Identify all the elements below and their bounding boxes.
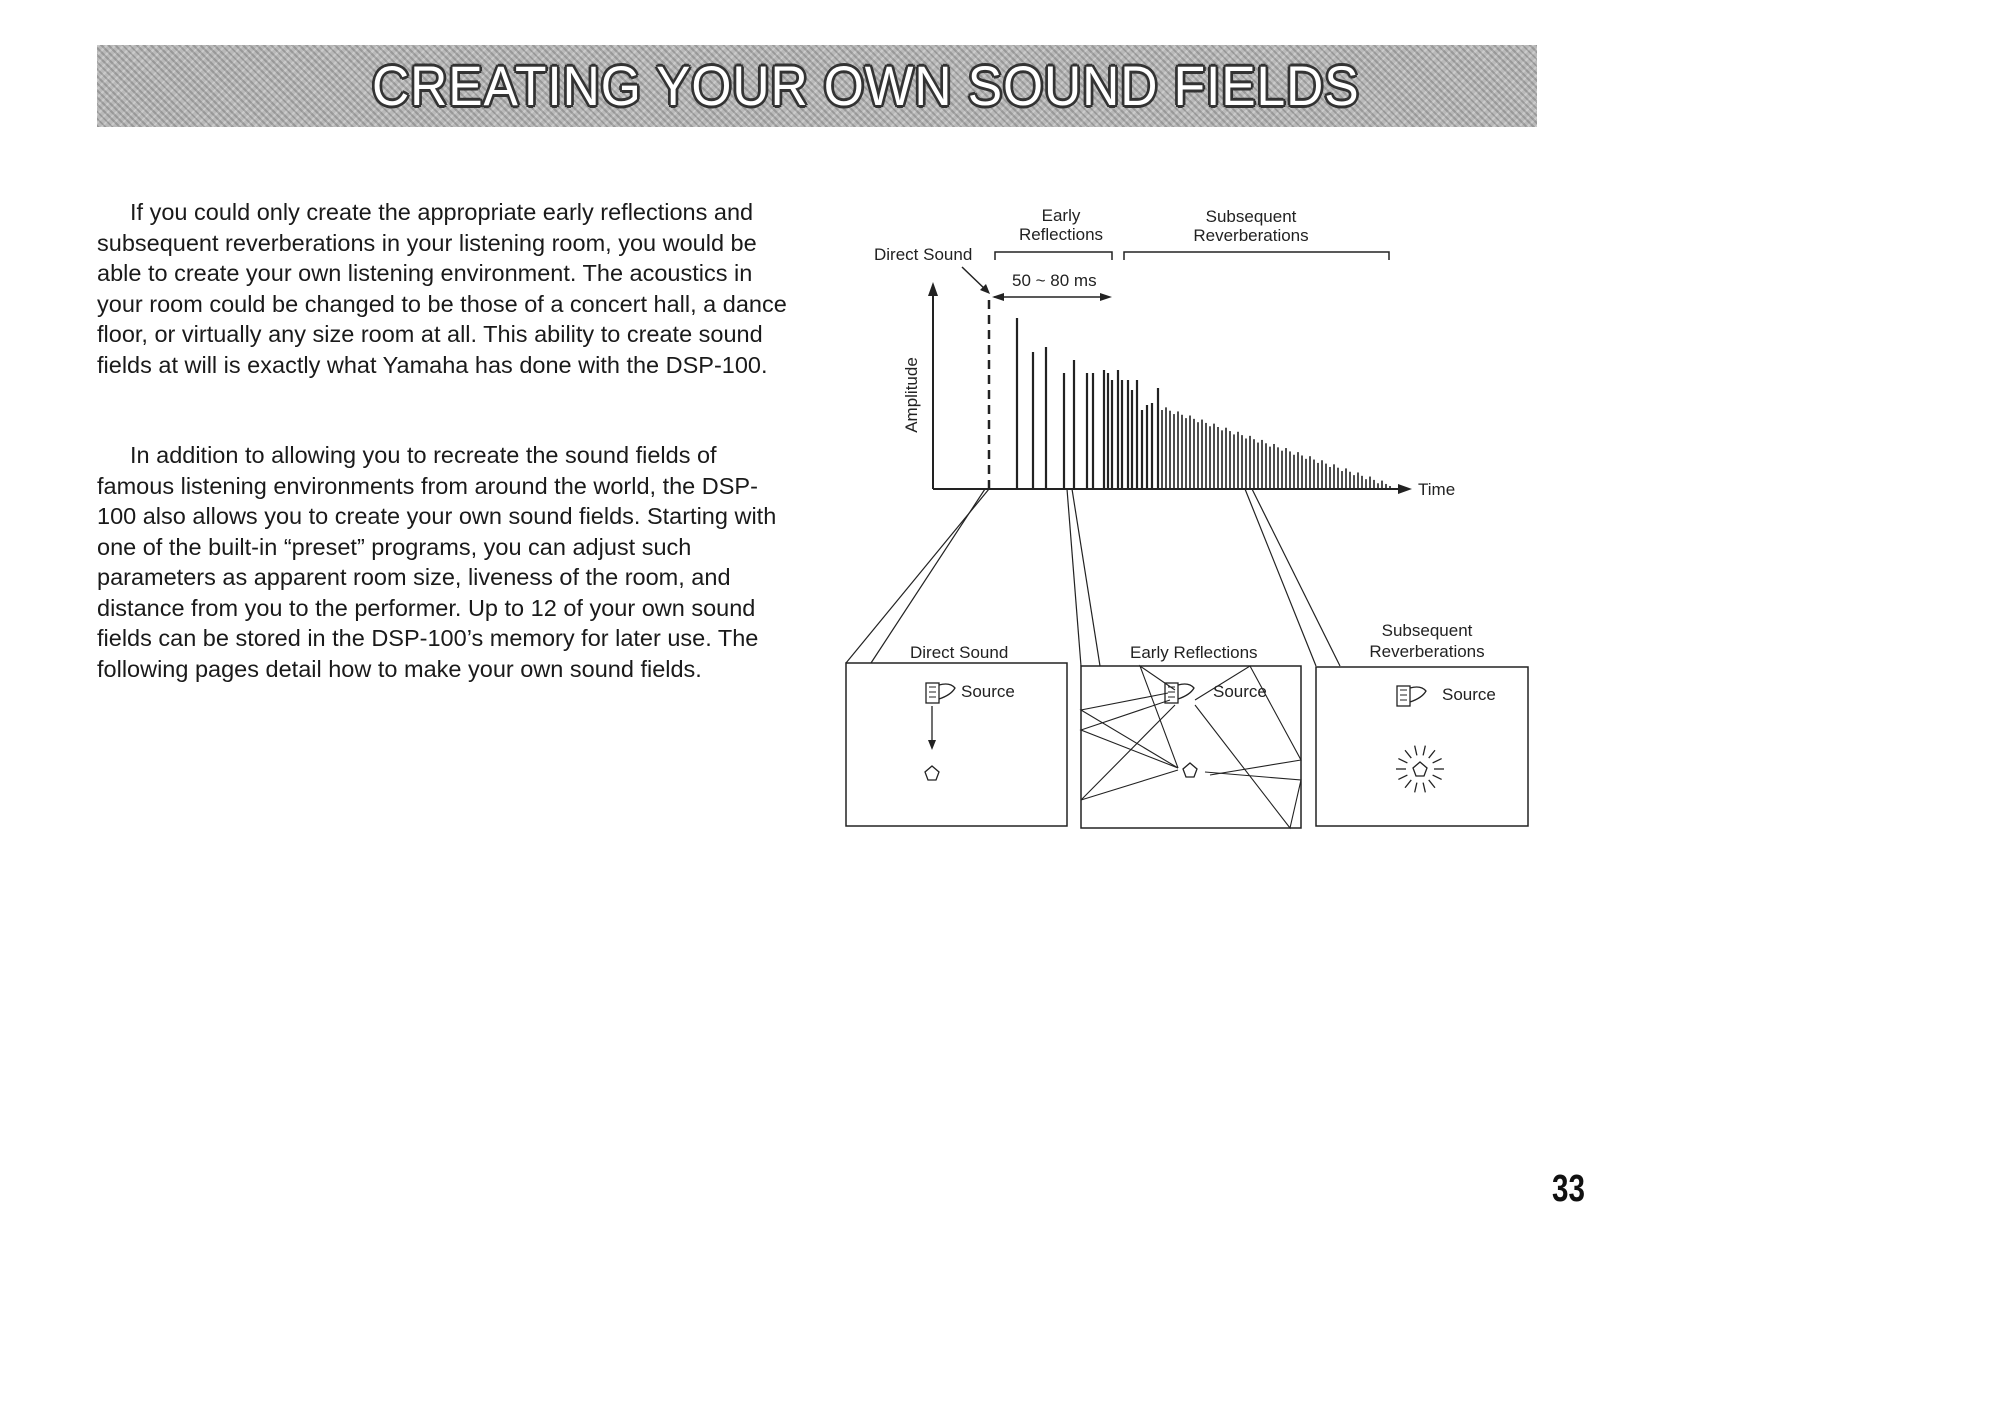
early-reflections-source-label: Source xyxy=(1213,682,1267,701)
direct-path-arrow-head xyxy=(928,740,936,750)
listener-icon xyxy=(1183,763,1197,777)
reverb-ray xyxy=(1423,746,1425,756)
reverberations-panel-title-line2: Reverberations xyxy=(1369,642,1485,661)
direct-sound-source-label: Source xyxy=(961,682,1015,701)
reverb-ray xyxy=(1405,780,1411,788)
page-title: CREATING YOUR OWN SOUND FIELDS xyxy=(372,54,1360,117)
subsequent-label-line2: Reverberations xyxy=(1193,226,1309,245)
feature-paragraph: In addition to allowing you to recreate the sound fields of famous listening environments from around the world, the DSP-100 also allows you to create your own sound fields. Starting with one of the built-in “preset” programs, you can adjust such parameters as apparent room size, liveness of the room, and distance from you to the performer. Up to 12 of your own sound fields can be stored in the DSP-100’s memory for later use. The following pages detail how to make your own sound fields. xyxy=(97,442,777,682)
listener-icon xyxy=(1413,762,1427,776)
zoom-line xyxy=(1245,489,1316,666)
reverb-ray xyxy=(1415,746,1417,756)
diffuse-reverb-rays xyxy=(1396,746,1444,793)
reverb-ray xyxy=(1415,783,1417,793)
piano-icon xyxy=(1397,686,1426,706)
zoom-line xyxy=(1067,489,1081,666)
time-range-arrow-left-head xyxy=(992,293,1004,301)
zoom-line xyxy=(1072,489,1100,666)
reverb-ray xyxy=(1405,750,1411,758)
page-number: 33 xyxy=(1552,1168,1585,1210)
time-range-label: 50 ~ 80 ms xyxy=(1012,271,1097,290)
piano-icon xyxy=(926,683,955,703)
reverberations-panel xyxy=(1316,667,1528,826)
early-reflections-panel xyxy=(1081,666,1301,828)
early-bracket xyxy=(995,252,1112,260)
reverberations-panel-title-line1: Subsequent xyxy=(1381,621,1473,640)
reverb-ray xyxy=(1398,759,1407,763)
time-range-arrow-right-head xyxy=(1100,293,1112,301)
reflection-paths xyxy=(1081,666,1301,828)
listener-icon xyxy=(925,766,939,780)
reverb-ray xyxy=(1433,759,1442,763)
early-label-line1: Early xyxy=(1041,206,1081,225)
direct-sound-label: Direct Sound xyxy=(874,245,973,264)
direct-sound-panel-title: Direct Sound xyxy=(910,643,1009,662)
reverb-ray xyxy=(1423,783,1425,793)
subsequent-label-line1: Subsequent xyxy=(1205,207,1297,226)
direct-sound-panel xyxy=(846,663,1067,826)
y-axis-label: Amplitude xyxy=(902,357,921,433)
reverb-ray xyxy=(1429,750,1435,758)
early-reflections-panel-title: Early Reflections xyxy=(1130,643,1258,662)
y-axis-arrow xyxy=(928,282,938,296)
x-axis-arrow xyxy=(1398,484,1412,494)
subsequent-bracket xyxy=(1124,252,1389,260)
zoom-line xyxy=(871,489,985,663)
intro-paragraph: If you could only create the appropriate early reflections and subsequent reverberations in your listening room, you would be able to create your own listening environment. The acoustics in your room could be changed to be those of a concert hall, a dance floor, or virtually any size room at all. This ability to create sound fields at will is exactly what Yamaha has done with the DSP-100. xyxy=(97,199,787,378)
reverb-ray xyxy=(1398,775,1407,779)
reverberations-source-label: Source xyxy=(1442,685,1496,704)
early-label-line2: Reflections xyxy=(1018,225,1104,244)
reverb-ray xyxy=(1429,780,1435,788)
reflection-impulses xyxy=(1017,318,1390,489)
x-axis-label: Time xyxy=(1418,480,1456,499)
reverb-ray xyxy=(1433,775,1442,779)
zoom-line xyxy=(1252,489,1340,666)
